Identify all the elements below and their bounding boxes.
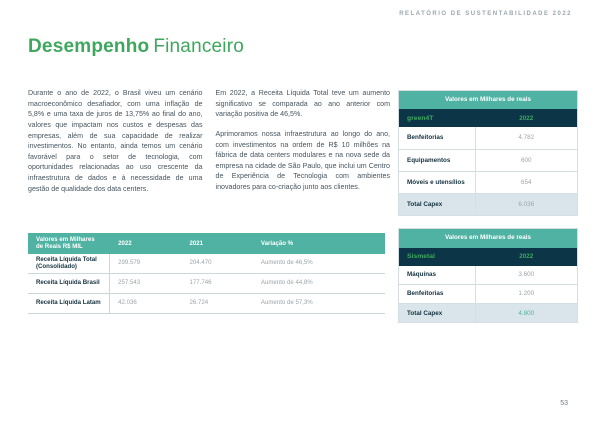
value-2022: 299.579 — [118, 259, 141, 267]
total-value: 4.800 — [518, 309, 535, 317]
page-number: 53 — [560, 400, 568, 407]
row-label: Máquinas — [399, 266, 476, 284]
column-header: 2022 — [118, 239, 132, 247]
capex-tables — [398, 90, 578, 323]
year-header: 2022 — [519, 253, 534, 261]
row-label: Benfeitorias — [399, 285, 476, 303]
column-header: Variação % — [260, 239, 294, 247]
company-name: green4T — [407, 114, 434, 122]
value-2021: 26.724 — [189, 299, 209, 307]
page-title — [28, 36, 244, 58]
revenue-table — [28, 233, 385, 314]
row-value: 1.200 — [518, 290, 535, 298]
value-2021: 204.470 — [189, 259, 212, 267]
row-label: Receita Líquida Total (Consolidado) — [28, 254, 110, 273]
table-row — [28, 294, 385, 314]
table-row — [399, 266, 577, 285]
capex-table-green4t — [398, 90, 578, 216]
total-row — [399, 304, 577, 322]
table-row — [399, 127, 577, 149]
company-name: Sismetal — [407, 253, 435, 261]
total-row — [399, 194, 577, 215]
total-label: Total Capex — [399, 194, 476, 215]
table-row — [399, 150, 577, 172]
table-title: Valores em Milhares de reais — [399, 229, 577, 247]
table-row — [399, 285, 577, 304]
value-2021: 177.746 — [189, 279, 212, 287]
body-column-2 — [216, 88, 391, 203]
column-header: 2021 — [189, 239, 204, 247]
table-row — [399, 172, 577, 194]
total-value: 6.036 — [518, 201, 535, 209]
row-label: Receita Líquida Brasil — [28, 274, 110, 293]
value-2022: 257.543 — [118, 279, 141, 287]
column-header: Valores em Milhares de Reais R$ MIL — [36, 236, 95, 251]
paragraph: Durante o ano de 2022, o Brasil viveu um cenário macroeconômico desafiador, com uma inflação de 5,8% e uma taxa de juros de 13,75% ao final do ano, valores que impactam nos custos e despesas das empresas, além de sua capacidade de realizar investimentos. No entanto, ainda temos um cenário favorável para o setor de tecnologia, com oportunidades relacionadas ao uso crescente da infraestrutura de dados e à necessidade de uma gestão de qualidade dos data centers. — [28, 89, 203, 193]
brand-row — [399, 248, 577, 266]
page-title-light: Financeiro — [153, 36, 245, 57]
paragraph: Em 2022, a Receita Líquida Total teve um aumento significativo se comparada ao ano anterior com variação positiva de 46,5%. — [215, 89, 390, 119]
page-title-bold: Desempenho — [28, 36, 150, 57]
paragraph: Aprimoramos nossa infraestrutura ao longo do ano, com investimentos na ordem de R$ 10 milhões na fábrica de data centers modulares e na nova sede da empresa na cidade de São Paulo, que inclui um Centro de Experiência de Tecnologia com ambientes inovadores para co-criação junto aos clientes. — [215, 129, 390, 192]
revenue-table-header — [28, 233, 385, 254]
value-2022: 42.036 — [118, 299, 137, 307]
row-label: Benfeitorias — [399, 127, 476, 148]
row-label: Receita Líquida Latam — [28, 294, 110, 313]
variation-value: Aumento de 44,8% — [260, 279, 313, 287]
row-value: 4.782 — [518, 134, 535, 142]
body-column-1 — [28, 88, 203, 203]
row-label: Móveis e utensílios — [399, 172, 476, 193]
capex-table-sismetal — [398, 228, 578, 323]
total-label: Total Capex — [399, 304, 476, 322]
body-text-columns — [28, 88, 390, 203]
table-row — [28, 274, 385, 294]
row-value: 3.600 — [518, 271, 535, 279]
variation-value: Aumento de 46,5% — [260, 259, 313, 267]
report-running-header: RELATÓRIO DE SUSTENTABILIDADE 2022 — [399, 11, 572, 17]
row-label: Equipamentos — [399, 150, 476, 171]
variation-value: Aumento de 57,3% — [260, 299, 313, 307]
year-header: 2022 — [519, 114, 534, 122]
table-row — [28, 254, 385, 274]
row-value: 654 — [521, 178, 532, 186]
brand-row — [399, 109, 577, 127]
row-value: 600 — [521, 156, 532, 164]
table-title: Valores em Milhares de reais — [399, 91, 577, 109]
